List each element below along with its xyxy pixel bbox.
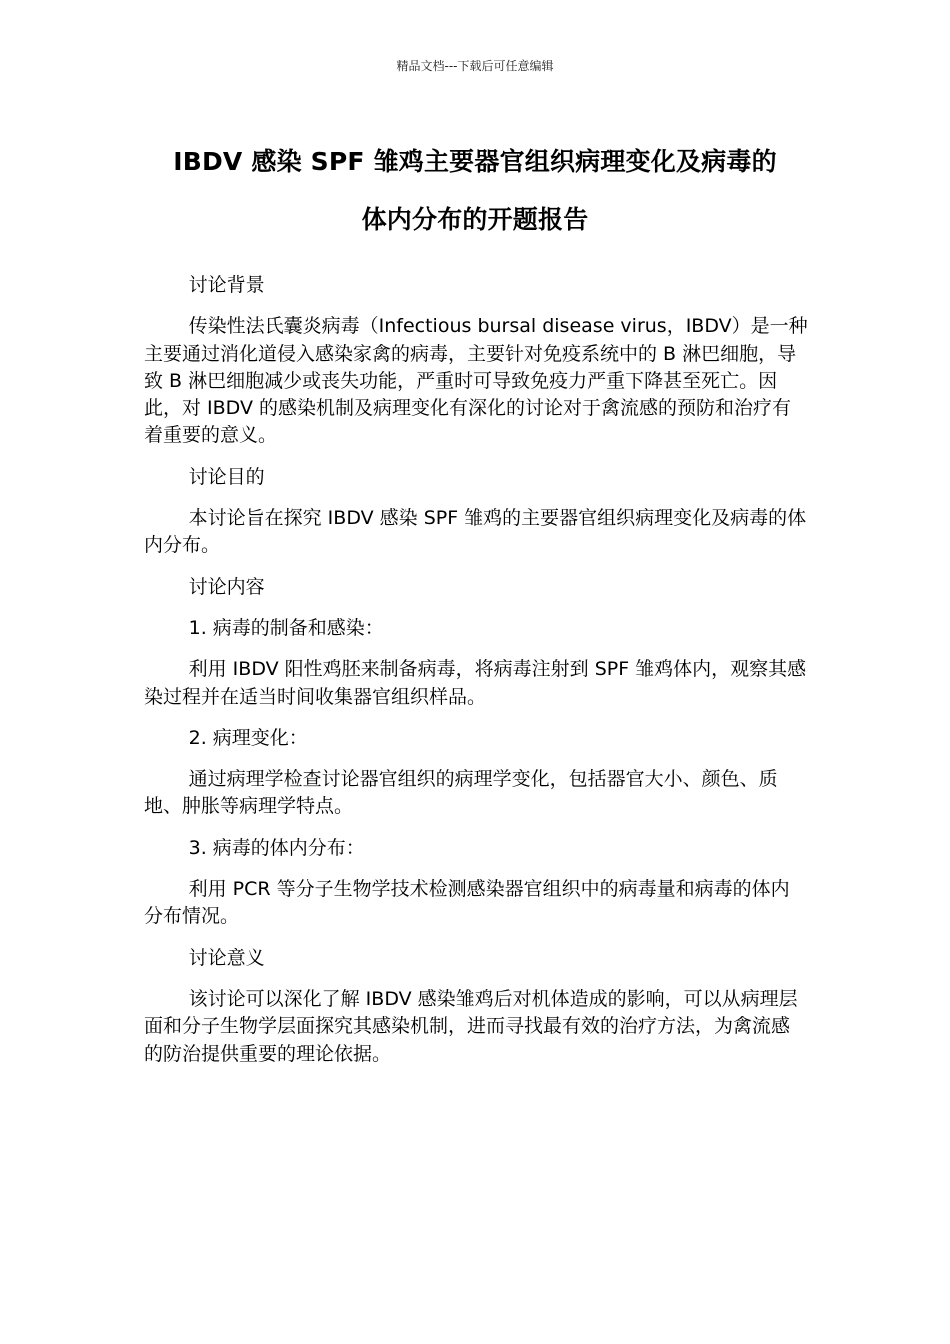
section-heading-background: 讨论背景: [188, 274, 265, 296]
document-body: [144, 272, 808, 1082]
page-header-watermark: 精品文档---下载后可任意编辑: [396, 59, 554, 73]
section-heading-purpose: 讨论目的: [188, 465, 265, 488]
section-heading-content: 讨论内容: [188, 575, 265, 598]
document-title: [120, 133, 830, 249]
title-line-2: 体内分布的开题报告: [361, 205, 589, 234]
section-heading-significance: 讨论意义: [188, 946, 265, 969]
paragraph-virus-preparation: 利用 IBDV 阳性鸡胚来制备病毒，将病毒注射到 SPF 雏鸡体内，观察其感染过程并在适当时间收集器官组织样品。: [144, 658, 807, 708]
subheading-pathology: 2. 病理变化：: [188, 726, 308, 749]
subheading-virus-distribution: 3. 病毒的体内分布：: [188, 836, 365, 859]
paragraph-background: 传染性法氏囊炎病毒（Infectious bursal disease virus，IBDV）是一种主要通过消化道侵入感染家禽的病毒，主要针对免疫系统中的 B 淋巴细胞，导致 B 淋巴细胞减少或丧失功能，严重时可导致免疫力严重下降甚至死亡。因此，对 IBDV 的感染机制及病理变化有深化的讨论对于禽流感的预防和治疗有着重要的意义。: [144, 315, 808, 447]
title-line-1: IBDV 感染 SPF 雏鸡主要器官组织病理变化及病毒的: [173, 147, 777, 176]
subheading-virus-preparation: 1. 病毒的制备和感染：: [188, 616, 384, 639]
paragraph-significance: 该讨论可以深化了解 IBDV 感染雏鸡后对机体造成的影响，可以从病理层面和分子生物学层面探究其感染机制，进而寻找最有效的治疗方法，为禽流感的防治提供重要的理论依据。: [144, 987, 798, 1065]
paragraph-pathology: 通过病理学检查讨论器官组织的病理学变化，包括器官大小、颜色、质地、肿胀等病理学特点。: [144, 768, 778, 818]
paragraph-purpose: 本讨论旨在探究 IBDV 感染 SPF 雏鸡的主要器官组织病理变化及病毒的体内分布。: [144, 507, 807, 557]
paragraph-virus-distribution: 利用 PCR 等分子生物学技术检测感染器官组织中的病毒量和病毒的体内分布情况。: [144, 878, 790, 928]
